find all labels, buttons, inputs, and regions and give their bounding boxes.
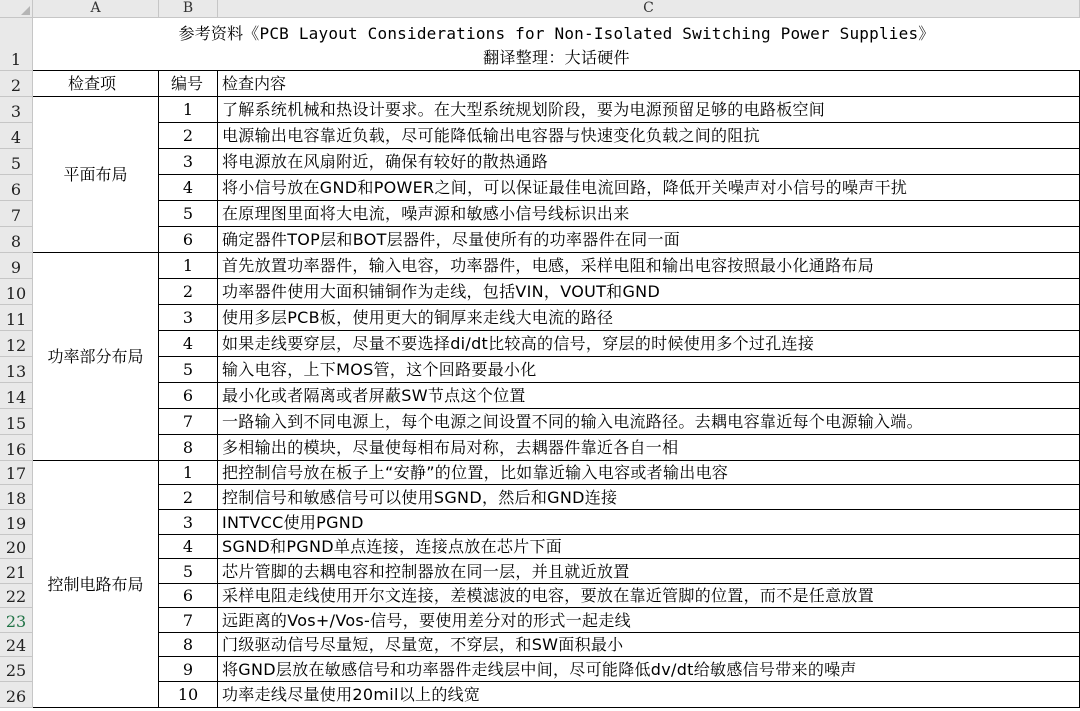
item-content-cell[interactable]: 把控制信号放在板子上“安静”的位置，比如靠近输入电容或者输出电容 xyxy=(218,461,1080,485)
item-content-cell[interactable]: 了解系统机械和热设计要求。在大型系统规划阶段，要为电源预留足够的电路板空间 xyxy=(218,97,1080,123)
row-header[interactable]: 26 xyxy=(0,682,33,708)
column-header-b[interactable]: B xyxy=(159,0,218,18)
item-content-cell[interactable]: 首先放置功率器件，输入电容，功率器件，电感，采样电阻和输出电容按照最小化通路布局 xyxy=(218,253,1080,279)
row-header[interactable]: 3 xyxy=(0,97,33,123)
header-number[interactable]: 编号 xyxy=(159,71,218,97)
row-header[interactable]: 9 xyxy=(0,253,33,279)
row-header[interactable]: 8 xyxy=(0,227,33,253)
row-header[interactable]: 16 xyxy=(0,435,33,461)
category-cell[interactable]: 控制电路布局 xyxy=(33,461,159,708)
row-header[interactable]: 12 xyxy=(0,331,33,357)
row-header[interactable]: 2 xyxy=(0,71,33,97)
item-content-cell[interactable]: 最小化或者隔离或者屏蔽SW节点这个位置 xyxy=(218,383,1080,409)
item-number-cell[interactable]: 9 xyxy=(159,657,218,682)
column-header-c[interactable]: C xyxy=(218,0,1080,18)
item-number-cell[interactable]: 4 xyxy=(159,331,218,357)
item-number-cell[interactable]: 3 xyxy=(159,305,218,331)
item-number-cell[interactable]: 10 xyxy=(159,682,218,708)
category-cell[interactable]: 平面布局 xyxy=(33,97,159,253)
item-content-cell[interactable]: 采样电阻走线使用开尔文连接，差模滤波的电容，要放在靠近管脚的位置，而不是任意放置 xyxy=(218,584,1080,608)
item-content-cell[interactable]: 门级驱动信号尽量短，尽量宽，不穿层，和SW面积最小 xyxy=(218,633,1080,657)
item-content-cell[interactable]: 多相输出的模块，尽量使每相布局对称，去耦器件靠近各自一相 xyxy=(218,435,1080,461)
item-content-cell[interactable]: 一路输入到不同电源上，每个电源之间设置不同的输入电流路径。去耦电容靠近每个电源输入端。 xyxy=(218,409,1080,435)
item-number-cell[interactable]: 1 xyxy=(159,97,218,123)
row-header[interactable]: 17 xyxy=(0,461,33,485)
item-number-cell[interactable]: 2 xyxy=(159,485,218,510)
item-number-cell[interactable]: 6 xyxy=(159,584,218,608)
item-number-cell[interactable]: 6 xyxy=(159,227,218,253)
item-content-cell[interactable]: 功率走线尽量使用20mil以上的线宽 xyxy=(218,682,1080,708)
item-content-cell[interactable]: 将小信号放在GND和POWER之间，可以保证最佳电流回路，降低开关噪声对小信号的噪声干扰 xyxy=(218,175,1080,201)
row-header[interactable]: 18 xyxy=(0,485,33,510)
row-header[interactable]: 23 xyxy=(0,608,33,633)
item-number-cell[interactable]: 3 xyxy=(159,149,218,175)
row-header[interactable]: 19 xyxy=(0,510,33,535)
row-header[interactable]: 20 xyxy=(0,535,33,559)
row-header[interactable]: 10 xyxy=(0,279,33,305)
item-number-cell[interactable]: 2 xyxy=(159,279,218,305)
item-content-cell[interactable]: 将GND层放在敏感信号和功率器件走线层中间，尽可能降低dv/dt给敏感信号带来的噪声 xyxy=(218,657,1080,682)
item-content-cell[interactable]: 如果走线要穿层，尽量不要选择di/dt比较高的信号，穿层的时候使用多个过孔连接 xyxy=(218,331,1080,357)
item-number-cell[interactable]: 7 xyxy=(159,409,218,435)
header-content[interactable]: 检查内容 xyxy=(218,71,1080,97)
item-number-cell[interactable]: 4 xyxy=(159,175,218,201)
item-content-cell[interactable]: 控制信号和敏感信号可以使用SGND，然后和GND连接 xyxy=(218,485,1080,510)
row-header[interactable]: 13 xyxy=(0,357,33,383)
column-header-a[interactable]: A xyxy=(33,0,159,18)
item-number-cell[interactable]: 6 xyxy=(159,383,218,409)
item-content-cell[interactable]: 确定器件TOP层和BOT层器件，尽量使所有的功率器件在同一面 xyxy=(218,227,1080,253)
item-number-cell[interactable]: 2 xyxy=(159,123,218,149)
item-number-cell[interactable]: 7 xyxy=(159,608,218,633)
row-header[interactable]: 14 xyxy=(0,383,33,409)
item-number-cell[interactable]: 1 xyxy=(159,461,218,485)
item-number-cell[interactable]: 5 xyxy=(159,559,218,584)
row-header[interactable]: 4 xyxy=(0,123,33,149)
category-cell[interactable]: 功率部分布局 xyxy=(33,253,159,461)
item-content-cell[interactable]: 将电源放在风扇附近，确保有较好的散热通路 xyxy=(218,149,1080,175)
item-content-cell[interactable]: 在原理图里面将大电流，噪声源和敏感小信号线标识出来 xyxy=(218,201,1080,227)
item-content-cell[interactable]: SGND和PGND单点连接，连接点放在芯片下面 xyxy=(218,535,1080,559)
item-number-cell[interactable]: 5 xyxy=(159,201,218,227)
row-header[interactable]: 22 xyxy=(0,584,33,608)
item-content-cell[interactable]: 功率器件使用大面积铺铜作为走线，包括VIN，VOUT和GND xyxy=(218,279,1080,305)
row-header[interactable]: 6 xyxy=(0,175,33,201)
item-number-cell[interactable]: 3 xyxy=(159,510,218,535)
row-header[interactable]: 11 xyxy=(0,305,33,331)
item-content-cell[interactable]: 芯片管脚的去耦电容和控制器放在同一层，并且就近放置 xyxy=(218,559,1080,584)
row-header[interactable]: 25 xyxy=(0,657,33,682)
row-header[interactable]: 7 xyxy=(0,201,33,227)
title-line-2: 翻译整理：大话硬件 xyxy=(483,48,630,67)
item-content-cell[interactable]: 输入电容，上下MOS管，这个回路要最小化 xyxy=(218,357,1080,383)
title-line-1: 参考资料《PCB Layout Considerations for Non-Isolated Switching Power Supplies》 xyxy=(178,24,935,43)
row-header[interactable]: 1 xyxy=(0,18,33,71)
row-header[interactable]: 24 xyxy=(0,633,33,657)
item-content-cell[interactable]: 电源输出电容靠近负载，尽可能降低输出电容器与快速变化负载之间的阻抗 xyxy=(218,123,1080,149)
item-number-cell[interactable]: 1 xyxy=(159,253,218,279)
title-cell[interactable] xyxy=(33,18,1080,71)
header-category[interactable]: 检查项 xyxy=(33,71,159,97)
item-content-cell[interactable]: 远距离的Vos+/Vos-信号，要使用差分对的形式一起走线 xyxy=(218,608,1080,633)
item-number-cell[interactable]: 4 xyxy=(159,535,218,559)
row-header[interactable]: 21 xyxy=(0,559,33,584)
item-content-cell[interactable]: 使用多层PCB板，使用更大的铜厚来走线大电流的路径 xyxy=(218,305,1080,331)
item-number-cell[interactable]: 8 xyxy=(159,633,218,657)
row-header[interactable]: 15 xyxy=(0,409,33,435)
item-content-cell[interactable]: INTVCC使用PGND xyxy=(218,510,1080,535)
select-all-corner[interactable] xyxy=(0,0,33,18)
item-number-cell[interactable]: 8 xyxy=(159,435,218,461)
row-header[interactable]: 5 xyxy=(0,149,33,175)
item-number-cell[interactable]: 5 xyxy=(159,357,218,383)
